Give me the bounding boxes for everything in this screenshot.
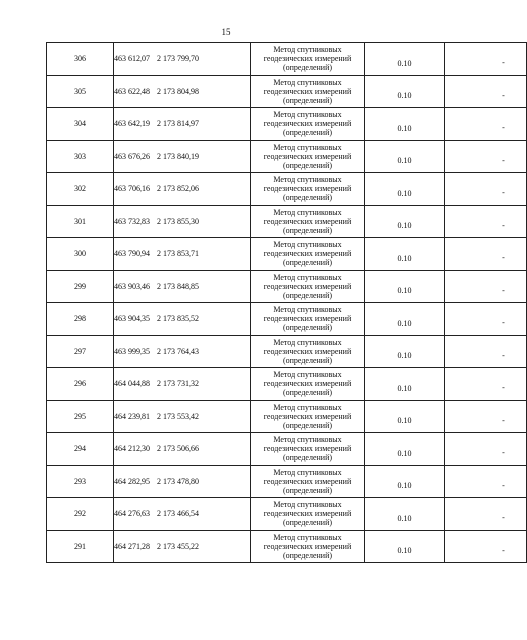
note-value: - bbox=[502, 253, 505, 263]
method-line: (определений) bbox=[282, 388, 333, 398]
coordinate-x: 463 903,46 bbox=[114, 281, 150, 291]
method-cell bbox=[251, 433, 365, 466]
coordinate-y: 2 173 799,70 bbox=[157, 54, 199, 64]
note-value: - bbox=[502, 285, 505, 295]
note-value: - bbox=[502, 545, 505, 555]
note-value: - bbox=[502, 448, 505, 458]
method-line: (определений) bbox=[282, 518, 333, 528]
coordinate-x-cell bbox=[114, 75, 251, 108]
point-number-cell: 293 bbox=[47, 465, 114, 498]
note-value: - bbox=[502, 90, 505, 100]
method-cell bbox=[251, 75, 365, 108]
method-cell bbox=[251, 498, 365, 531]
method-cell bbox=[251, 140, 365, 173]
accuracy-value: 0.10 bbox=[397, 448, 412, 458]
coordinate-x-cell bbox=[114, 238, 251, 271]
note-value: - bbox=[502, 123, 505, 133]
accuracy-value: 0.10 bbox=[397, 513, 412, 523]
coordinate-x-cell bbox=[114, 368, 251, 401]
method-line: (определений) bbox=[282, 550, 333, 560]
accuracy-value: 0.10 bbox=[397, 383, 412, 393]
coordinate-x-cell bbox=[114, 498, 251, 531]
method-line: (определений) bbox=[282, 355, 333, 365]
note-cell bbox=[445, 335, 527, 368]
note-cell bbox=[445, 140, 527, 173]
note-cell bbox=[445, 205, 527, 238]
point-number-cell: 292 bbox=[47, 498, 114, 531]
note-value: - bbox=[502, 383, 505, 393]
accuracy-value: 0.10 bbox=[397, 253, 412, 263]
point-number-cell: 298 bbox=[47, 303, 114, 336]
coordinate-x-cell bbox=[114, 173, 251, 206]
method-cell bbox=[251, 43, 365, 76]
method-line: (определений) bbox=[282, 128, 333, 138]
accuracy-value: 0.10 bbox=[397, 416, 412, 426]
method-line: (определений) bbox=[282, 485, 333, 495]
note-cell bbox=[445, 238, 527, 271]
accuracy-cell bbox=[365, 368, 445, 401]
note-cell bbox=[445, 368, 527, 401]
coordinate-x-cell bbox=[114, 108, 251, 141]
method-line: геодезических измерений bbox=[263, 346, 352, 356]
note-value: - bbox=[502, 220, 505, 230]
note-value: - bbox=[502, 58, 505, 68]
accuracy-cell bbox=[365, 530, 445, 563]
coordinate-x: 463 642,19 bbox=[114, 119, 150, 129]
note-cell bbox=[445, 303, 527, 336]
table-row bbox=[47, 465, 527, 498]
accuracy-value: 0.10 bbox=[397, 351, 412, 361]
coordinate-x: 464 212,30 bbox=[114, 444, 150, 454]
point-number-cell: 301 bbox=[47, 205, 114, 238]
table-row bbox=[47, 270, 527, 303]
method-line: геодезических измерений bbox=[263, 476, 352, 486]
accuracy-cell bbox=[365, 75, 445, 108]
coordinate-x: 463 706,16 bbox=[114, 184, 150, 194]
coordinate-y: 2 173 506,66 bbox=[157, 444, 199, 454]
coordinate-y: 2 173 835,52 bbox=[157, 314, 199, 324]
note-cell bbox=[445, 270, 527, 303]
accuracy-cell bbox=[365, 400, 445, 433]
accuracy-cell bbox=[365, 140, 445, 173]
coordinate-x-cell bbox=[114, 400, 251, 433]
coordinate-x-cell bbox=[114, 43, 251, 76]
coordinate-x-cell bbox=[114, 465, 251, 498]
method-line: Метод спутниковых bbox=[273, 45, 342, 55]
table-row bbox=[47, 303, 527, 336]
accuracy-cell bbox=[365, 270, 445, 303]
note-cell bbox=[445, 498, 527, 531]
table-row bbox=[47, 368, 527, 401]
accuracy-value: 0.10 bbox=[397, 546, 412, 556]
coordinate-x: 463 790,94 bbox=[114, 249, 150, 259]
coordinate-y: 2 173 852,06 bbox=[157, 184, 199, 194]
method-cell bbox=[251, 368, 365, 401]
table-row bbox=[47, 43, 527, 76]
coordinate-x: 463 904,35 bbox=[114, 314, 150, 324]
accuracy-cell bbox=[365, 465, 445, 498]
table-row bbox=[47, 173, 527, 206]
point-number-cell: 295 bbox=[47, 400, 114, 433]
method-cell bbox=[251, 108, 365, 141]
method-line: геодезических измерений bbox=[263, 509, 352, 519]
accuracy-cell bbox=[365, 303, 445, 336]
accuracy-cell bbox=[365, 43, 445, 76]
note-cell bbox=[445, 173, 527, 206]
method-cell bbox=[251, 335, 365, 368]
accuracy-value: 0.10 bbox=[397, 91, 412, 101]
coordinate-x-cell bbox=[114, 433, 251, 466]
method-line: (определений) bbox=[282, 290, 333, 300]
coordinate-x-cell bbox=[114, 270, 251, 303]
method-line: (определений) bbox=[282, 225, 333, 235]
method-cell bbox=[251, 205, 365, 238]
method-line: Метод спутниковых bbox=[273, 77, 342, 87]
coordinate-y: 2 173 814,97 bbox=[157, 119, 199, 129]
point-number-cell: 302 bbox=[47, 173, 114, 206]
method-line: геодезических измерений bbox=[263, 379, 352, 389]
accuracy-value: 0.10 bbox=[397, 481, 412, 491]
method-line: (определений) bbox=[282, 258, 333, 268]
coordinate-y: 2 173 853,71 bbox=[157, 249, 199, 259]
point-number-cell: 299 bbox=[47, 270, 114, 303]
coordinate-y: 2 173 764,43 bbox=[157, 346, 199, 356]
table-row bbox=[47, 498, 527, 531]
point-number-cell: 306 bbox=[47, 43, 114, 76]
point-number-cell: 300 bbox=[47, 238, 114, 271]
method-line: (определений) bbox=[282, 453, 333, 463]
accuracy-cell bbox=[365, 433, 445, 466]
coordinate-y: 2 173 855,30 bbox=[157, 216, 199, 226]
method-line: Метод спутниковых bbox=[273, 532, 342, 542]
note-cell bbox=[445, 400, 527, 433]
point-number-cell: 305 bbox=[47, 75, 114, 108]
point-number-cell: 304 bbox=[47, 108, 114, 141]
point-number-cell: 291 bbox=[47, 530, 114, 563]
method-cell bbox=[251, 530, 365, 563]
coordinates-table-body bbox=[47, 43, 527, 563]
table-row bbox=[47, 75, 527, 108]
method-line: Метод спутниковых bbox=[273, 402, 342, 412]
coordinate-y: 2 173 840,19 bbox=[157, 151, 199, 161]
note-cell bbox=[445, 75, 527, 108]
accuracy-value: 0.10 bbox=[397, 221, 412, 231]
method-cell bbox=[251, 465, 365, 498]
accuracy-value: 0.10 bbox=[397, 156, 412, 166]
note-value: - bbox=[502, 480, 505, 490]
coordinate-x: 463 732,83 bbox=[114, 216, 150, 226]
coordinate-y: 2 173 455,22 bbox=[157, 541, 199, 551]
method-line: Метод спутниковых bbox=[273, 272, 342, 282]
method-line: (определений) bbox=[282, 323, 333, 333]
method-cell bbox=[251, 270, 365, 303]
coordinate-y: 2 173 804,98 bbox=[157, 86, 199, 96]
table-row bbox=[47, 335, 527, 368]
method-line: геодезических измерений bbox=[263, 119, 352, 129]
point-number-cell: 297 bbox=[47, 335, 114, 368]
coordinate-x-cell bbox=[114, 140, 251, 173]
table-row bbox=[47, 108, 527, 141]
coordinate-x: 464 239,81 bbox=[114, 411, 150, 421]
method-line: Метод спутниковых bbox=[273, 110, 342, 120]
coordinate-x-cell bbox=[114, 335, 251, 368]
point-number-cell: 294 bbox=[47, 433, 114, 466]
accuracy-cell bbox=[365, 335, 445, 368]
page-number: 15 bbox=[221, 27, 231, 37]
table-row bbox=[47, 400, 527, 433]
method-line: Метод спутниковых bbox=[273, 500, 342, 510]
accuracy-cell bbox=[365, 238, 445, 271]
coordinate-x: 463 999,35 bbox=[114, 346, 150, 356]
coordinate-x: 463 676,26 bbox=[114, 151, 150, 161]
note-value: - bbox=[502, 318, 505, 328]
coordinate-x-cell bbox=[114, 205, 251, 238]
accuracy-cell bbox=[365, 173, 445, 206]
accuracy-value: 0.10 bbox=[397, 318, 412, 328]
method-line: геодезических измерений bbox=[263, 151, 352, 161]
method-cell bbox=[251, 238, 365, 271]
coordinate-x-cell bbox=[114, 530, 251, 563]
coordinate-y: 2 173 848,85 bbox=[157, 281, 199, 291]
method-cell bbox=[251, 173, 365, 206]
method-line: Метод спутниковых bbox=[273, 207, 342, 217]
coordinate-x: 464 282,95 bbox=[114, 476, 150, 486]
note-value: - bbox=[502, 513, 505, 523]
point-number-cell: 303 bbox=[47, 140, 114, 173]
note-value: - bbox=[502, 188, 505, 198]
method-line: (определений) bbox=[282, 193, 333, 203]
coordinate-x: 464 044,88 bbox=[114, 379, 150, 389]
method-line: Метод спутниковых bbox=[273, 467, 342, 477]
method-line: геодезических измерений bbox=[263, 444, 352, 454]
accuracy-value: 0.10 bbox=[397, 286, 412, 296]
method-line: геодезических измерений bbox=[263, 86, 352, 96]
note-cell bbox=[445, 433, 527, 466]
coordinate-x-cell bbox=[114, 303, 251, 336]
method-line: (определений) bbox=[282, 63, 333, 73]
accuracy-cell bbox=[365, 498, 445, 531]
table-row bbox=[47, 433, 527, 466]
method-line: геодезических измерений bbox=[263, 216, 352, 226]
note-value: - bbox=[502, 415, 505, 425]
method-line: Метод спутниковых bbox=[273, 337, 342, 347]
coordinate-x: 463 612,07 bbox=[114, 54, 150, 64]
table-row bbox=[47, 530, 527, 563]
method-line: Метод спутниковых bbox=[273, 240, 342, 250]
note-value: - bbox=[502, 155, 505, 165]
method-line: геодезических измерений bbox=[263, 314, 352, 324]
coordinate-y: 2 173 478,80 bbox=[157, 476, 199, 486]
coordinate-y: 2 173 466,54 bbox=[157, 509, 199, 519]
coordinate-x: 463 622,48 bbox=[114, 86, 150, 96]
method-line: Метод спутниковых bbox=[273, 175, 342, 185]
method-line: (определений) bbox=[282, 160, 333, 170]
coordinate-y: 2 173 731,32 bbox=[157, 379, 199, 389]
method-line: геодезических измерений bbox=[263, 249, 352, 259]
method-line: геодезических измерений bbox=[263, 411, 352, 421]
note-cell bbox=[445, 43, 527, 76]
method-line: геодезических измерений bbox=[263, 54, 352, 64]
accuracy-cell bbox=[365, 108, 445, 141]
coordinate-y: 2 173 553,42 bbox=[157, 411, 199, 421]
accuracy-cell bbox=[365, 205, 445, 238]
method-line: геодезических измерений bbox=[263, 184, 352, 194]
method-cell bbox=[251, 400, 365, 433]
accuracy-value: 0.10 bbox=[397, 188, 412, 198]
method-line: Метод спутниковых bbox=[273, 305, 342, 315]
note-cell bbox=[445, 108, 527, 141]
method-line: Метод спутниковых bbox=[273, 142, 342, 152]
note-cell bbox=[445, 530, 527, 563]
table-row bbox=[47, 140, 527, 173]
method-line: (определений) bbox=[282, 95, 333, 105]
coordinates-table bbox=[46, 42, 527, 563]
note-value: - bbox=[502, 350, 505, 360]
method-line: Метод спутниковых bbox=[273, 370, 342, 380]
method-line: геодезических измерений bbox=[263, 281, 352, 291]
table-row bbox=[47, 205, 527, 238]
accuracy-value: 0.10 bbox=[397, 58, 412, 68]
table-row bbox=[47, 238, 527, 271]
method-cell bbox=[251, 303, 365, 336]
method-line: Метод спутниковых bbox=[273, 435, 342, 445]
coordinate-x: 464 271,28 bbox=[114, 541, 150, 551]
accuracy-value: 0.10 bbox=[397, 123, 412, 133]
note-cell bbox=[445, 465, 527, 498]
method-line: (определений) bbox=[282, 420, 333, 430]
point-number-cell: 296 bbox=[47, 368, 114, 401]
method-line: геодезических измерений bbox=[263, 541, 352, 551]
coordinate-x: 464 276,63 bbox=[114, 509, 150, 519]
